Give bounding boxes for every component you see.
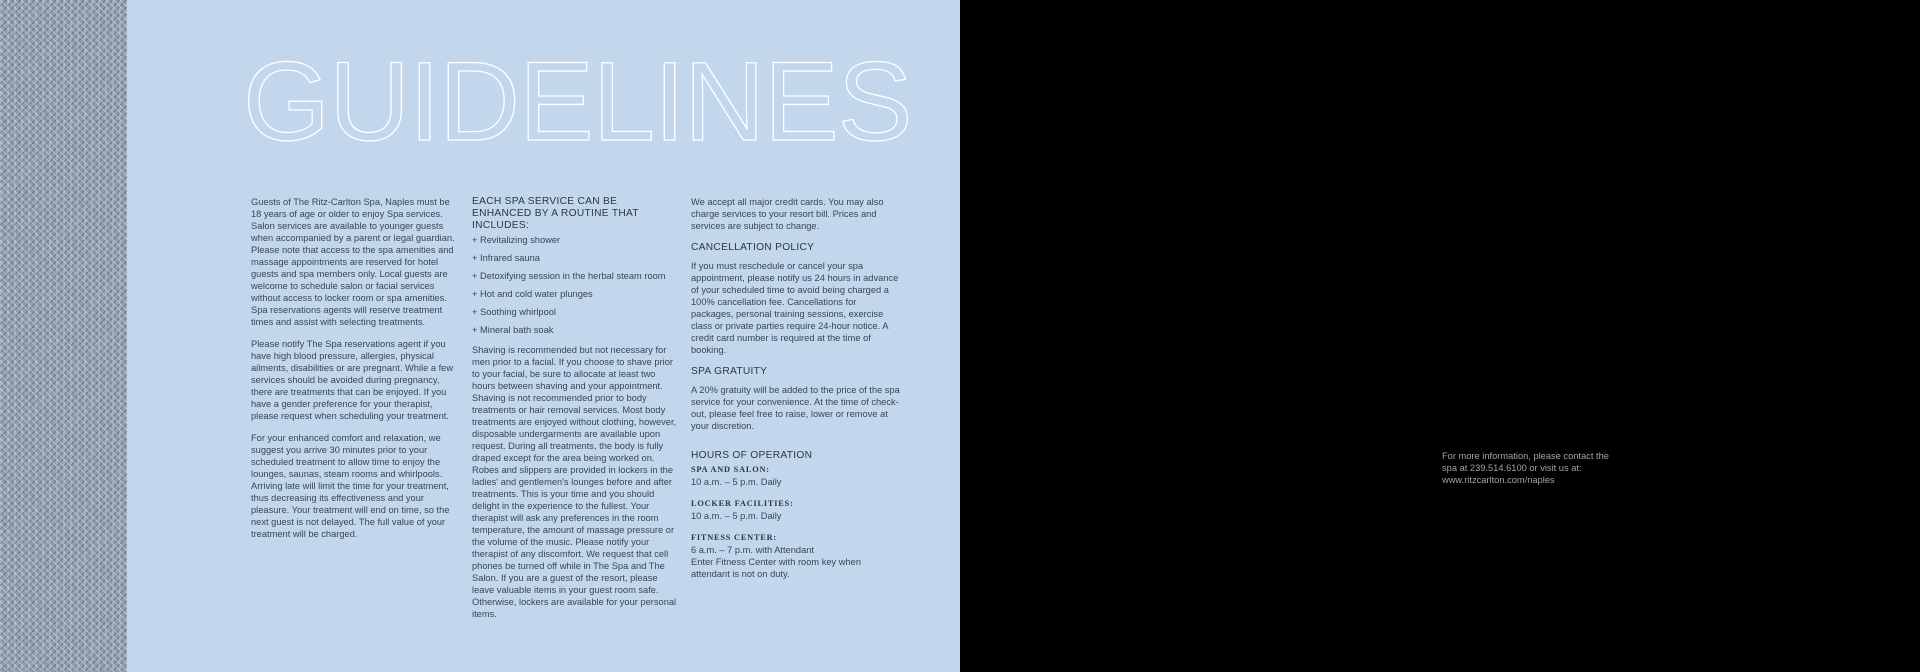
paragraph-payment: We accept all major credit cards. You may also charge services to your resort bill. Prices and services are subject to change. bbox=[691, 197, 884, 231]
spacer bbox=[691, 522, 901, 530]
page-title: GUIDELINES bbox=[243, 39, 912, 164]
paragraph-shaving-etiquette: Shaving is recommended but not necessary for men prior to a facial. If you choose to shave prior to your facial, be sure to allocate at least two hours between shaving and your appointment. Shaving is not recommended prior to body treatments or hair removal services. Most body treatments are enjoyed without clothing, however, disposable undergarments are available upon request. During all treatments, the body is fully draped except for the area being worked on. Robes and slippers are provided in lockers in the ladies' and gentlemen's lounges before and after treatments. This is your time and you should delight in the experience to the fullest. Your therapist will ask any preferences in the room temperature, the amount of massage pressure or the volume of the music. Please notify your therapist of any discomfort. We request that cell phones be turned off while in The Spa and The Salon. If you are a guest of the resort, please leave valuable items in your guest room safe. Otherwise, lockers are available for your personal items. bbox=[472, 345, 677, 619]
paragraph-health-notice: Please notify The Spa reservations agent if you have high blood pressure, allergies, physical ailments, disabilities or are pregnant. While a few services should be avoided during pregnancy, there are treatments that can be enjoyed. If you have a gender preference for your therapist, please request when scheduling your treatment. bbox=[251, 339, 454, 421]
list-item: + Detoxifying session in the herbal steam room bbox=[472, 271, 666, 281]
paragraph-cancellation: If you must reschedule or cancel your spa appointment, please notify us 24 hours in advance of your scheduled time to avoid being charged a 100% cancellation fee. Cancellations for packages, personal training sessions, exercise class or private parties require 24-hour notice. A credit card number is required at the time of booking. bbox=[691, 261, 899, 355]
locker-facilities-hours: 10 a.m. – 5 p.m. Daily bbox=[691, 511, 782, 521]
list-item: + Mineral bath soak bbox=[472, 325, 554, 335]
paragraph-age-policy: Guests of The Ritz-Carlton Spa, Naples must be 18 years of age or older to enjoy Spa services. Salon services are available to younger guests when accompanied by a parent or legal guardian. Please note that access to the spa amenities and massage appointments are reserved for hotel guests and spa members only. Local guests are welcome to schedule salon or facial services without access to locker room or spa amenities. Spa reservations agents will reserve treatment times and assist with selecting treatments. bbox=[251, 197, 455, 327]
spa-salon-hours: 10 a.m. – 5 p.m. Daily bbox=[691, 477, 782, 487]
list-item: + Hot and cold water plunges bbox=[472, 289, 593, 299]
column-spa-routine bbox=[472, 196, 677, 630]
column-policies-hours bbox=[691, 196, 901, 580]
column-guest-policies bbox=[251, 196, 461, 550]
fitness-center-label: FITNESS CENTER: bbox=[691, 533, 777, 542]
fitness-center-hours: 6 a.m. – 7 p.m. with Attendant bbox=[691, 545, 814, 555]
gratuity-heading: SPA GRATUITY bbox=[691, 366, 768, 377]
spacer bbox=[691, 442, 901, 450]
routine-heading: EACH SPA SERVICE CAN BE ENHANCED BY A ROUTINE THAT INCLUDES: bbox=[472, 196, 639, 231]
paragraph-gratuity: A 20% gratuity will be added to the price of the spa service for your convenience. At the time of check-out, please feel free to raise, lower or remove at your discretion. bbox=[691, 385, 900, 431]
contact-info: For more information, please contact the spa at 239.514.6100 or visit us at: www.ritzcarlton.com/naples bbox=[1442, 451, 1609, 485]
locker-facilities-label: LOCKER FACILITIES: bbox=[691, 499, 794, 508]
cancellation-heading: CANCELLATION POLICY bbox=[691, 242, 815, 253]
fitness-center-note: Enter Fitness Center with room key when attendant is not on duty. bbox=[691, 557, 861, 579]
decorative-pattern-strip bbox=[0, 0, 127, 672]
list-item: + Infrared sauna bbox=[472, 253, 540, 263]
spa-salon-label: SPA AND SALON: bbox=[691, 465, 770, 474]
list-item: + Soothing whirlpool bbox=[472, 307, 556, 317]
list-item: + Revitalizing shower bbox=[472, 235, 561, 245]
guidelines-page bbox=[127, 0, 960, 672]
hours-heading: HOURS OF OPERATION bbox=[691, 450, 813, 461]
spacer bbox=[691, 488, 901, 496]
paragraph-arrival: For your enhanced comfort and relaxation, we suggest you arrive 30 minutes prior to your scheduled treatment to allow time to enjoy the lounges, saunas, steam rooms and whirlpools. Arriving late will limit the time for your treatment, thus decreasing its effectiveness and your pleasure. Your treatment will end on time, so the next guest is not delayed. The full value of your treatment will be charged. bbox=[251, 433, 450, 539]
